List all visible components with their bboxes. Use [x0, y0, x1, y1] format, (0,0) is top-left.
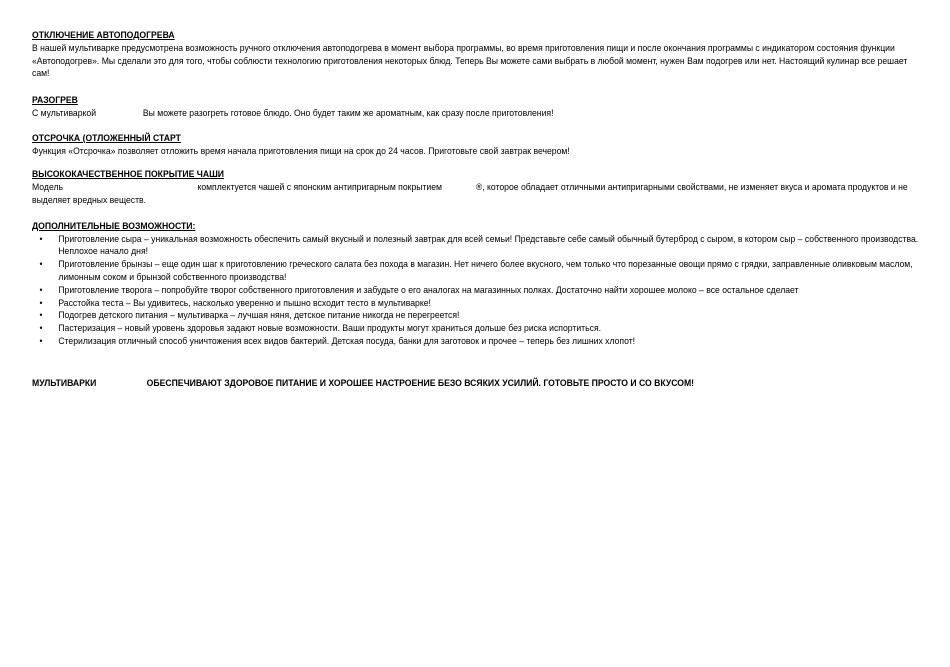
section-coating: [32, 168, 918, 206]
list-item-text: Расстойка теста – Вы удивитесь, насколько уверенно и пышно всходит тесто в мультиварке!: [58, 297, 431, 308]
list-item-text: Приготовление брынзы – еще один шаг к приготовлению греческого салата без похода в магазин. Нет ничего более вкусного, чем только что порезанные овощи прямо с грядки, заправленные оливковым маслом, лимонным соком и брынзой собственного производства!: [58, 259, 913, 282]
section-reheat: [32, 94, 918, 120]
footer-lead: МУЛЬТИВАРКИ: [32, 377, 97, 388]
paragraph-delay: Функция «Отсрочка» позволяет отложить время начала приготовления пищи на срок до 24 часов. Приготовьте свой завтрак вечером!: [32, 145, 570, 156]
coating-lead: Модель: [32, 182, 64, 193]
bullet-icon: •: [39, 284, 43, 295]
list-item: [32, 309, 918, 322]
section-extras: [32, 220, 918, 348]
section-autoheat: [32, 29, 918, 80]
heading-delay: ОТСРОЧКА (ОТЛОЖЕННЫЙ СТАРТ: [32, 132, 181, 143]
list-item-text: Приготовление творога – попробуйте творог собственного приготовления и забудьте о его аналогах на магазинных полках. Достаточно найти хорошее молоко – все остальное сделает: [58, 284, 799, 295]
list-item: [32, 284, 918, 297]
list-item: [32, 258, 918, 284]
section-delay: [32, 132, 918, 158]
list-item: [32, 297, 918, 310]
list-item: [32, 233, 918, 259]
bullet-icon: •: [39, 297, 43, 308]
heading-coating: ВЫСОКОКАЧЕСТВЕННОЕ ПОКРЫТИЕ ЧАШИ: [32, 169, 224, 180]
list-item-text: Пастеризация – новый уровень здоровья задают новые возможности. Ваши продукты могут храниться дольше без риска испортиться.: [58, 323, 602, 334]
list-item-text: Приготовление сыра – уникальная возможность обеспечить самый вкусный и полезный завтрак для всей семьи! Представьте себе самый обычный бутерброд с сыром, в котором сыр – собственного производства. Неплохое начало дня!: [58, 233, 919, 257]
features-list: [32, 233, 918, 348]
heading-reheat: РАЗОГРЕВ: [32, 95, 78, 106]
footer-text: ОБЕСПЕЧИВАЮТ ЗДОРОВОЕ ПИТАНИЕ И ХОРОШЕЕ НАСТРОЕНИЕ БЕЗО ВСЯКИХ УСИЛИЙ. ГОТОВЬТЕ ПРОСТО И СО ВКУСОМ!: [146, 377, 695, 388]
bullet-icon: •: [39, 323, 43, 334]
coating-text-a: комплектуется чашей с японским антипригарным покрытием: [197, 182, 442, 193]
bullet-icon: •: [39, 310, 43, 321]
paragraph-autoheat: В нашей мультиварке предусмотрена возможность ручного отключения автоподогрева в момент выбора программы, во время приготовления пищи и после окончания программы с индикатором состояния функции «Автоподогрев». Мы сделали это для того, чтобы соблюсти технологию приготовления некоторых блюд. Теперь Вы можете сами выбрать в любой момент, нужен Вам подогрев или нет. Настоящий кулинар все решает сам!: [32, 42, 908, 79]
paragraph-coating: [32, 181, 918, 207]
reheat-text: Вы можете разогреть готовое блюдо. Оно будет таким же ароматным, как сразу после приготовления!: [142, 107, 554, 118]
document-page: [32, 29, 918, 390]
list-item-text: Стерилизация отличный способ уничтожения всех видов бактерий. Детская посуда, банки для заготовок и прочее – теперь без лишних хлопот!: [58, 335, 636, 346]
list-item-text: Подогрев детского питания – мультиварка – лучшая няня, детское питание никогда не перегреется!: [58, 310, 460, 321]
bullet-icon: •: [39, 335, 43, 346]
coating-text-b: ®, которое обладает отличными антипригарными свойствами, не изменяет вкуса и аромата продуктов и не выделяет вредных веществ.: [32, 182, 908, 205]
reheat-lead: С мультиваркой: [32, 107, 97, 118]
heading-extras: ДОПОЛНИТЕЛЬНЫЕ ВОЗМОЖНОСТИ:: [32, 220, 196, 231]
list-item: [32, 322, 918, 335]
bullet-icon: •: [39, 259, 43, 270]
footer-slogan: [32, 377, 918, 390]
heading-autoheat: ОТКЛЮЧЕНИЕ АВТОПОДОГРЕВА: [32, 30, 175, 40]
list-item: [32, 335, 918, 348]
paragraph-reheat: [32, 107, 918, 120]
bullet-icon: •: [39, 233, 43, 244]
